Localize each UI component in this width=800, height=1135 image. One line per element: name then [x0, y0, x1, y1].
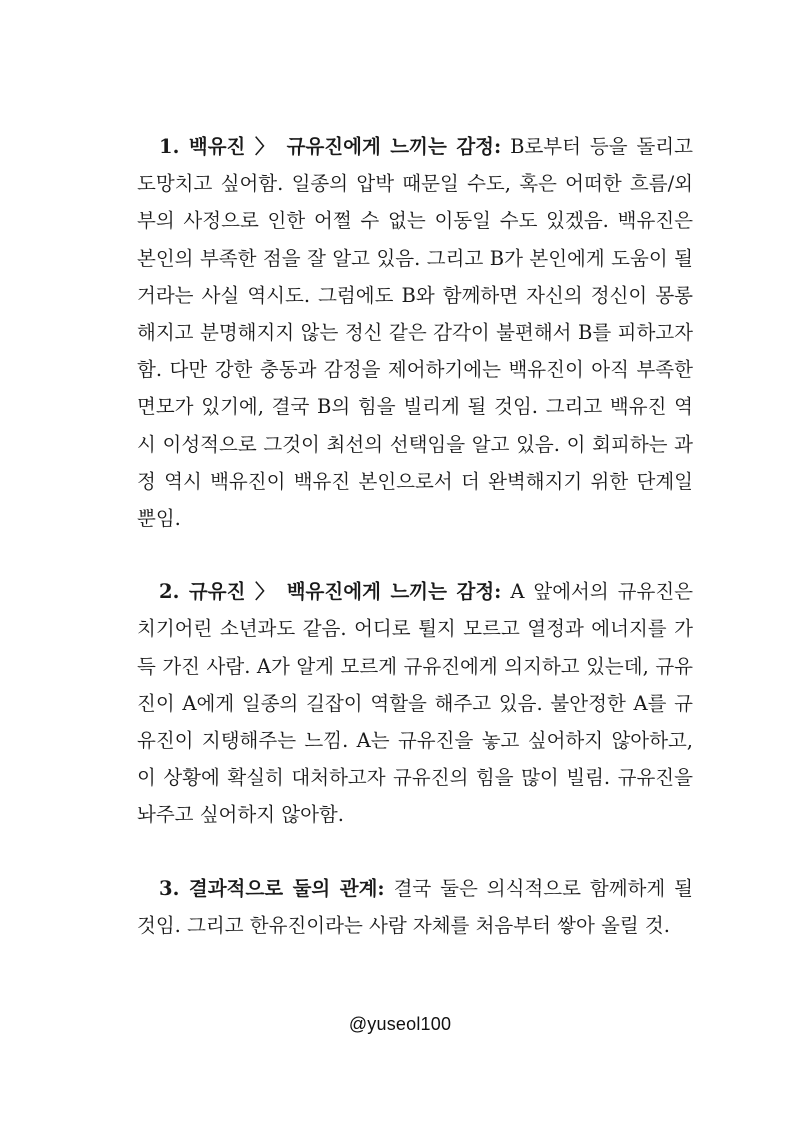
section-1-text: B로부터 등을 돌리고 도망치고 싶어함. 일종의 압박 때문일 수도, 혹은 어떠한 흐름/외부의 사정으로 인한 어쩔 수 없는 이동일 수도 있겠음. 백유진은 본인의 부족한 점을 잘 알고 있음. 그리고 B가 본인에게 도움이 될 거라는 사실 역시도. 그럼에도 B와 함께하면 자신의 정신이 몽롱해지고 분명해지지 않는 정신 같은 감각이 불편해서 B를 피하고자 함. 다만 강한 충동과 감정을 제어하기에는 백유진이 아직 부족한 면모가 있기에, 결국 B의 힘을 빌리게 될 것임. 그리고 백유진 역시 이성적으로 그것이 최선의 선택임을 알고 있음. 이 회피하는 과정 역시 백유진이 백유진 본인으로서 더 완벽해지기 위한 단계일 뿐임. [137, 135, 693, 531]
section-1-heading: 1. 백유진 〉 규유진에게 느끼는 감정: [159, 135, 502, 158]
section-3-heading: 3. 결과적으로 둘의 관계: [159, 876, 385, 900]
section-3 [137, 870, 693, 944]
author-handle: @yuseol100 [348, 1014, 452, 1034]
section-2-heading: 2. 규유진 〉 백유진에게 느끼는 감정: [159, 580, 502, 604]
document-body [137, 128, 693, 944]
section-2-text: A 앞에서의 규유진은 치기어린 소년과도 같음. 어디로 튈지 모르고 열정과 에너지를 가득 가진 사람. A가 알게 모르게 규유진에게 의지하고 있는데, 규유진이 A에게 일종의 길잡이 역할을 해주고 있음. 불안정한 A를 규유진이 지탱해주는 느낌. A는 규유진을 놓고 싶어하지 않아하고, 이 상황에 확실히 대처하고자 규유진의 힘을 많이 빌림. 규유진을 놔주고 싶어하지 않아함. [137, 580, 693, 827]
section-1 [137, 128, 693, 537]
section-2 [137, 573, 693, 833]
section-3-text: 결국 둘은 의식적으로 함께하게 될 것임. 그리고 한유진이라는 사람 자체를 처음부터 쌓아 올릴 것. [137, 876, 693, 937]
